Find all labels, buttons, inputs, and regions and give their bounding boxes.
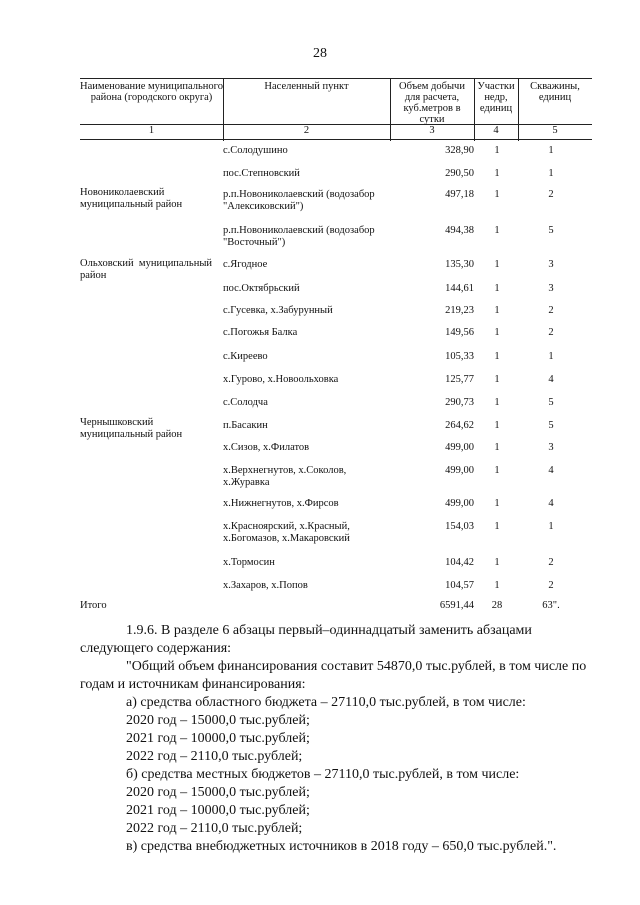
plots-cell: 1: [494, 189, 500, 200]
settlement-cell: с.Ягодное: [223, 259, 268, 270]
paragraph: 2022 год – 2110,0 тыс.рублей;: [126, 749, 303, 764]
wells-cell: 4: [548, 465, 554, 476]
total-label: Итого: [80, 600, 107, 611]
paragraph: б) средства местных бюджетов – 27110,0 тыс.рублей, в том числе:: [126, 767, 520, 782]
wells-cell: 3: [548, 259, 554, 270]
volume-cell: 290,50: [445, 168, 474, 179]
wells-cell: 2: [548, 305, 554, 316]
volume-cell: 149,56: [445, 327, 474, 338]
column-number: 1: [148, 125, 155, 136]
plots-cell: 1: [494, 168, 500, 179]
paragraph: 2022 год – 2110,0 тыс.рублей;: [126, 821, 303, 836]
settlement-cell: с.Погожья Балка: [223, 327, 298, 338]
settlement-cell: х.Нижнегнутов, х.Фирсов: [223, 498, 339, 509]
settlement-cell: х.Верхнегнутов, х.Соколов, х.Журавка: [223, 465, 347, 488]
municipality-chernyshkovsky: Чернышковский муниципальный район: [80, 417, 183, 440]
municipality-olkhovsky: Ольховский муниципальный район: [80, 258, 212, 281]
settlement-cell: с.Солодушино: [223, 145, 288, 156]
column-numbers-row: [80, 124, 592, 140]
paragraph: 1.9.6. В разделе 6 абзацы первый–одиннадцатый заменить абзацами следующего содержания:: [80, 623, 532, 656]
plots-cell: 1: [494, 305, 500, 316]
plots-cell: 1: [494, 283, 500, 294]
header-settlement: Населенный пункт: [264, 81, 349, 92]
plots-cell: 1: [494, 420, 500, 431]
volume-cell: 328,90: [445, 145, 474, 156]
wells-cell: 1: [548, 168, 554, 179]
header-wells: Скважины, единиц: [530, 81, 580, 103]
paragraph: 2020 год – 15000,0 тыс.рублей;: [126, 785, 310, 800]
volume-cell: 494,38: [445, 225, 474, 236]
header-plots: Участки недр, единиц: [477, 81, 515, 114]
header-municipality: Наименование муниципального района (городского округа): [80, 81, 223, 103]
plots-cell: 1: [494, 225, 500, 236]
plots-cell: 1: [494, 351, 500, 362]
plots-cell: 1: [494, 145, 500, 156]
volume-cell: 499,00: [445, 498, 474, 509]
settlement-cell: х.Гурово, х.Новоольховка: [223, 374, 339, 385]
column-number: 2: [303, 125, 310, 136]
wells-cell: 3: [548, 283, 554, 294]
plots-cell: 1: [494, 521, 500, 532]
volume-cell: 105,33: [445, 351, 474, 362]
volume-cell: 104,42: [445, 557, 474, 568]
table-header: [80, 78, 592, 125]
volume-cell: 219,23: [445, 305, 474, 316]
plots-cell: 1: [494, 557, 500, 568]
total-wells: 63".: [542, 600, 560, 611]
plots-cell: 1: [494, 580, 500, 591]
wells-table: [80, 78, 592, 136]
wells-cell: 2: [548, 580, 554, 591]
total-plots: 28: [491, 600, 503, 611]
volume-cell: 290,73: [445, 397, 474, 408]
volume-cell: 154,03: [445, 521, 474, 532]
wells-cell: 3: [548, 442, 554, 453]
settlement-cell: р.п.Новониколаевский (водозабор "Алексиковский"): [223, 189, 375, 212]
total-volume: 6591,44: [439, 600, 474, 611]
body-text: [80, 622, 592, 856]
settlement-cell: х.Красноярский, х.Красный, х.Богомазов, х.Макаровский: [223, 521, 350, 544]
paragraph: "Общий объем финансирования составит 54870,0 тыс.рублей, в том числе по годам и источникам финансирования:: [80, 659, 587, 692]
wells-cell: 5: [548, 397, 554, 408]
volume-cell: 264,62: [445, 420, 474, 431]
volume-cell: 125,77: [445, 374, 474, 385]
paragraph: а) средства областного бюджета – 27110,0 тыс.рублей, в том числе:: [126, 695, 526, 710]
wells-cell: 2: [548, 327, 554, 338]
volume-cell: 499,00: [445, 442, 474, 453]
header-volume: Объем добычи для расчета, куб.метров в сутки: [399, 81, 465, 125]
paragraph: 2020 год – 15000,0 тыс.рублей;: [126, 713, 310, 728]
plots-cell: 1: [494, 442, 500, 453]
wells-cell: 1: [548, 521, 554, 532]
plots-cell: 1: [494, 498, 500, 509]
column-number: 3: [429, 125, 435, 136]
column-number: 4: [493, 125, 499, 136]
settlement-cell: х.Захаров, х.Попов: [223, 580, 308, 591]
settlement-cell: х.Тормосин: [223, 557, 275, 568]
wells-cell: 5: [548, 420, 554, 431]
plots-cell: 1: [494, 259, 500, 270]
plots-cell: 1: [494, 327, 500, 338]
volume-cell: 497,18: [445, 189, 474, 200]
wells-cell: 4: [548, 498, 554, 509]
municipality-novonikolaevsky: Новониколаевский муниципальный район: [80, 187, 183, 210]
settlement-cell: р.п.Новониколаевский (водозабор "Восточный"): [223, 225, 375, 248]
plots-cell: 1: [494, 397, 500, 408]
wells-cell: 1: [548, 145, 554, 156]
volume-cell: 144,61: [445, 283, 474, 294]
wells-cell: 2: [548, 557, 554, 568]
paragraph: 2021 год – 10000,0 тыс.рублей;: [126, 731, 310, 746]
volume-cell: 499,00: [445, 465, 474, 476]
paragraph: в) средства внебюджетных источников в 2018 году – 650,0 тыс.рублей.".: [126, 839, 557, 854]
settlement-cell: п.Басакин: [223, 420, 268, 431]
wells-cell: 4: [548, 374, 554, 385]
settlement-cell: пос.Октябрьский: [223, 283, 300, 294]
settlement-cell: с.Киреево: [223, 351, 268, 362]
plots-cell: 1: [494, 465, 500, 476]
wells-cell: 2: [548, 189, 554, 200]
plots-cell: 1: [494, 374, 500, 385]
settlement-cell: с.Солодча: [223, 397, 268, 408]
page-number: 28: [313, 46, 327, 61]
column-number: 5: [552, 125, 558, 136]
settlement-cell: пос.Степновский: [223, 168, 300, 179]
paragraph: 2021 год – 10000,0 тыс.рублей;: [126, 803, 310, 818]
settlement-cell: х.Сизов, х.Филатов: [223, 442, 310, 453]
volume-cell: 135,30: [445, 259, 474, 270]
volume-cell: 104,57: [445, 580, 474, 591]
wells-cell: 5: [548, 225, 554, 236]
wells-cell: 1: [548, 351, 554, 362]
settlement-cell: с.Гусевка, х.Забурунный: [223, 305, 333, 316]
